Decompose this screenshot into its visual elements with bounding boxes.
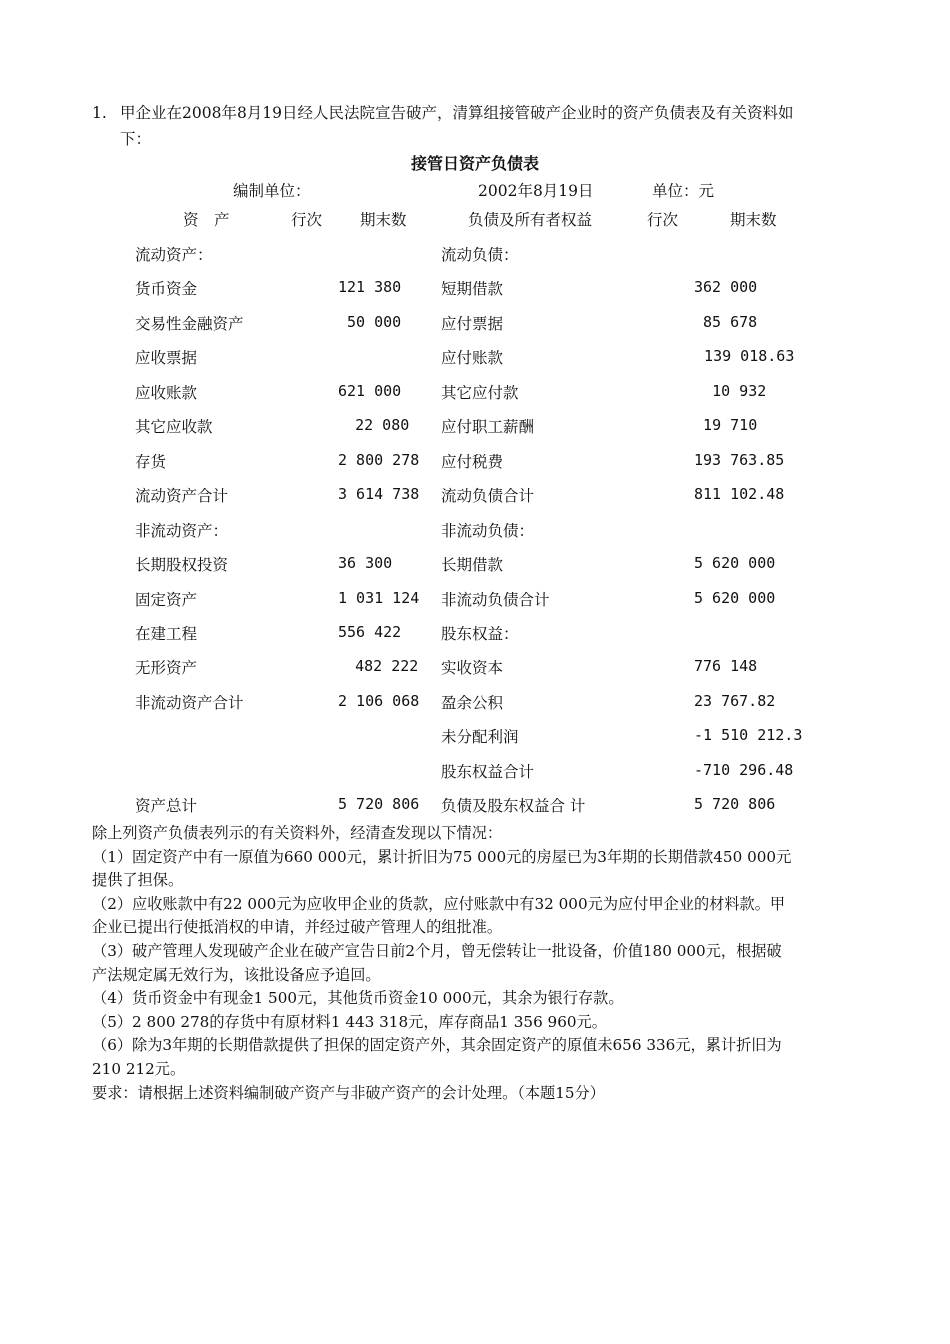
table-row-liability-value: 776 148 (694, 657, 758, 675)
notes-lead: 除上列资产负债表列示的有关资料外，经清查发现以下情况： (92, 824, 503, 842)
question-text-line1: 甲企业在2008年8月19日经人民法院宣告破产，清算组接管破产企业时的资产负债表及有关资料如 (120, 104, 794, 122)
table-row-liability-label: 应付账款 (441, 349, 504, 367)
table-row-asset-label: 流动资产合计 (135, 487, 229, 505)
header-liability-row: 行次 (647, 211, 679, 229)
table-row-liability-label: 盈余公积 (441, 694, 504, 712)
note-3-line2: 产法规定属无效行为，该批设备应予追回。 (92, 965, 381, 984)
table-row-asset-value: 556 422 (338, 623, 402, 641)
table-row-liability-value: 362 000 (694, 278, 758, 296)
note-2-line1: （2）应收账款中有22 000元为应收甲企业的货款，应付账款中有32 000元为应付甲企业的材料款。甲 (92, 894, 786, 913)
table-row-liability-value: 139 018.63 (686, 347, 795, 365)
question-text-line2: 下： (120, 130, 152, 148)
table-row-asset-value: 621 000 (338, 382, 402, 400)
table-row-liability-value: 193 763.85 (694, 451, 785, 469)
table-row-asset-label: 长期股权投资 (135, 556, 229, 574)
table-row-liability-value: 811 102.48 (694, 485, 785, 503)
header-asset-row: 行次 (291, 211, 323, 229)
table-row-asset-label: 在建工程 (135, 625, 198, 643)
table-row-liability-value: 23 767.82 (694, 692, 776, 710)
table-row-asset-label: 应收账款 (135, 384, 198, 402)
table-row-asset-value: 50 000 (338, 313, 402, 331)
table-row-liability-value: -710 296.48 (694, 761, 794, 779)
currency-unit: 单位：元 (652, 182, 715, 200)
header-liability: 负债及所有者权益 (468, 211, 593, 229)
table-row-liability-value: 5 620 000 (694, 589, 776, 607)
table-row-asset-label: 存货 (135, 453, 167, 471)
note-1-line2: 提供了担保。 (92, 871, 184, 890)
note-6-line2: 210 212元。 (92, 1059, 186, 1078)
table-row-liability-label: 股东权益合计 (441, 763, 535, 781)
table-row-liability-value: 19 710 (685, 416, 758, 434)
table-row-asset-label: 固定资产 (135, 591, 198, 609)
note-2-line2: 企业已提出行使抵消权的申请，并经过破产管理人的组批准。 (92, 918, 503, 937)
note-6-line1: （6）除为3年期的长期借款提供了担保的固定资产外，其余固定资产的原值未656 336元，累计折旧为 (92, 1036, 782, 1055)
table-row-asset-value: 5 720 806 (338, 795, 420, 813)
table-row-liability-label: 股东权益： (441, 625, 519, 643)
table-row-asset-label: 无形资产 (135, 659, 198, 677)
notes-section (92, 822, 862, 1105)
header-liability-amount: 期末数 (730, 211, 777, 229)
table-row-liability-label: 应付票据 (441, 315, 504, 333)
table-row-asset-value: 2 106 068 (338, 692, 420, 710)
table-row-liability-label: 应付职工薪酬 (441, 418, 535, 436)
note-1-line1: （1）固定资产中有一原值为660 000元，累计折旧为75 000元的房屋已为3年期的长期借款450 000元 (92, 847, 792, 866)
table-row-liability-label: 实收资本 (441, 659, 504, 677)
table-row-liability-label: 非流动负债合计 (441, 591, 550, 609)
header-asset-amount: 期末数 (360, 211, 407, 229)
table-title: 接管日资产负债表 (410, 154, 539, 173)
table-row-asset-label: 流动资产： (135, 246, 213, 264)
requirement: 要求：请根据上述资料编制破产资产与非破产资产的会计处理。（本题15分） (92, 1083, 605, 1102)
table-row-asset-value: 3 614 738 (338, 485, 420, 503)
table-row-liability-label: 未分配利润 (441, 728, 519, 746)
table-row-liability-value: 85 678 (694, 313, 758, 331)
note-5: （5）2 800 278的存货中有原材料1 443 318元，库存商品1 356 960元。 (92, 1012, 607, 1031)
table-row-liability-label: 长期借款 (441, 556, 504, 574)
header-asset: 资 产 (183, 211, 230, 229)
table-row-asset-label: 交易性金融资产 (135, 315, 244, 333)
table-row-asset-value: 121 380 (338, 278, 402, 296)
table-row-liability-label: 其它应付款 (441, 384, 519, 402)
table-row-asset-label: 货币资金 (135, 280, 198, 298)
table-row-asset-label: 非流动资产合计 (135, 694, 244, 712)
table-row-asset-value: 36 300 (338, 554, 393, 572)
table-row-liability-label: 流动负债合计 (441, 487, 535, 505)
table-row-asset-value: 1 031 124 (338, 589, 420, 607)
table-row-asset-value: 2 800 278 (338, 451, 420, 469)
table-row-asset-value: 482 222 (328, 657, 419, 675)
table-row-asset-value: 22 080 (328, 416, 410, 434)
table-row-asset-label: 资产总计 (135, 797, 198, 815)
table-row-liability-label: 短期借款 (441, 280, 504, 298)
table-row-liability-value: 5 620 000 (694, 554, 776, 572)
table-date: 2002年8月19日 (478, 182, 594, 200)
table-row-asset-label: 应收票据 (135, 349, 198, 367)
note-3-line1: （3）破产管理人发现破产企业在破产宣告日前2个月，曾无偿转让一批设备，价值180 000元，根据破 (92, 941, 782, 960)
table-row-liability-value: 10 932 (685, 382, 767, 400)
note-4: （4）货币资金中有现金1 500元，其他货币资金10 000元，其余为银行存款。 (92, 989, 624, 1008)
table-row-liability-label: 应付税费 (441, 453, 504, 471)
table-row-liability-value: -1 510 212.3 (694, 726, 803, 744)
table-row-asset-label: 非流动资产： (135, 522, 229, 540)
table-row-liability-label: 流动负债： (441, 246, 519, 264)
table-row-asset-label: 其它应收款 (135, 418, 213, 436)
compiler-unit-label: 编制单位： (233, 182, 311, 200)
table-row-liability-label: 负债及股东权益合 计 (441, 797, 586, 815)
question-number: 1. (92, 104, 107, 122)
table-row-liability-value: 5 720 806 (694, 795, 776, 813)
table-row-liability-label: 非流动负债： (441, 522, 535, 540)
